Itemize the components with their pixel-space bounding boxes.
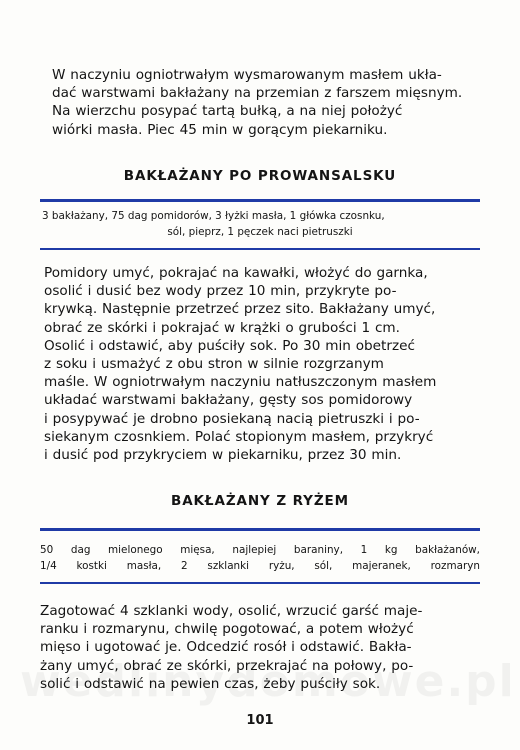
text-line: Na wierzchu posypać tartą bułką, a na niej położyć — [52, 103, 403, 120]
intro-paragraph — [52, 66, 468, 139]
text-line: W naczyniu ogniotrwałym wysmarowanym masłem ukła- — [52, 67, 442, 83]
text-line: i posypywać je drobno posiekaną nacią pietruszki i po- — [44, 410, 420, 427]
text-line: i dusić pod przykryciem w piekarniku, przez 30 min. — [44, 447, 402, 464]
text-line: układać warstwami bakłażany, gęsty sos pomidorowy — [44, 392, 413, 409]
text-line: Zagotować 4 szklanki wody, osolić, wrzucić garść maje- — [40, 603, 423, 619]
text-line: żany umyć, obrać ze skórki, przekrajać na połowy, po- — [40, 657, 414, 674]
recipe1-bottom-rule — [40, 248, 480, 250]
recipe1-title: BAKŁAŻANY PO PROWANSALSKU — [123, 168, 397, 184]
recipe2-bottom-rule — [40, 582, 480, 584]
ingredient-line: sól, pieprz, 1 pęczek naci pietruszki — [167, 225, 353, 238]
recipe2-method — [40, 602, 472, 693]
text-line: Osolić i odstawić, aby puściły sok. Po 30 min obetrzeć — [44, 337, 415, 354]
ingredient-line: 1/4 kostki masła, 2 szklanki ryżu, sól, majeranek, rozmaryn — [40, 559, 480, 572]
ingredient-line: 50 dag mielonego mięsa, najlepiej baraniny, 1 kg bakłażanów, — [40, 544, 480, 556]
text-line: krywką. Następnie przetrzeć przez sito. Bakłażany umyć, — [44, 301, 436, 318]
recipe2-top-rule — [40, 528, 480, 531]
text-line: dać warstwami bakłażany na przemian z farszem mięsnym. — [52, 85, 463, 102]
recipe2-ingredients — [40, 543, 480, 574]
recipe1-method — [44, 264, 470, 464]
recipe2-title: BAKŁAŻANY Z RYŻEM — [171, 493, 349, 509]
text-line: solić i odstawić na pewien czas, żeby puściły sok. — [40, 675, 381, 692]
text-line: wiórki masła. Piec 45 min w gorącym piekarniku. — [52, 121, 388, 138]
text-line: z soku i usmażyć z obu stron w silnie rozgrzanym — [44, 356, 384, 373]
text-line: ranku i rozmarynu, chwilę pogotować, a potem włożyć — [40, 621, 414, 638]
text-line: mięso i ugotować je. Odcedzić rosół i odstawić. Bakła- — [40, 639, 412, 656]
text-line: siekanym czosnkiem. Polać stopionym masłem, przykryć — [44, 428, 434, 445]
recipe1-ingredients — [42, 209, 478, 240]
text-line: Pomidory umyć, pokrajać na kawałki, włożyć do garnka, — [44, 265, 428, 281]
text-line: obrać ze skórki i pokrajać w krążki o grubości 1 cm. — [44, 319, 400, 336]
text-line: osolić i dusić bez wody przez 10 min, przykryte po- — [44, 283, 397, 300]
page-number: 101 — [246, 713, 274, 728]
ingredient-line: 3 bakłażany, 75 dag pomidorów, 3 łyżki masła, 1 główka czosnku, — [42, 210, 385, 222]
recipe1-top-rule — [40, 199, 480, 202]
text-line: maśle. W ogniotrwałym naczyniu natłuszczonym masłem — [44, 374, 437, 391]
